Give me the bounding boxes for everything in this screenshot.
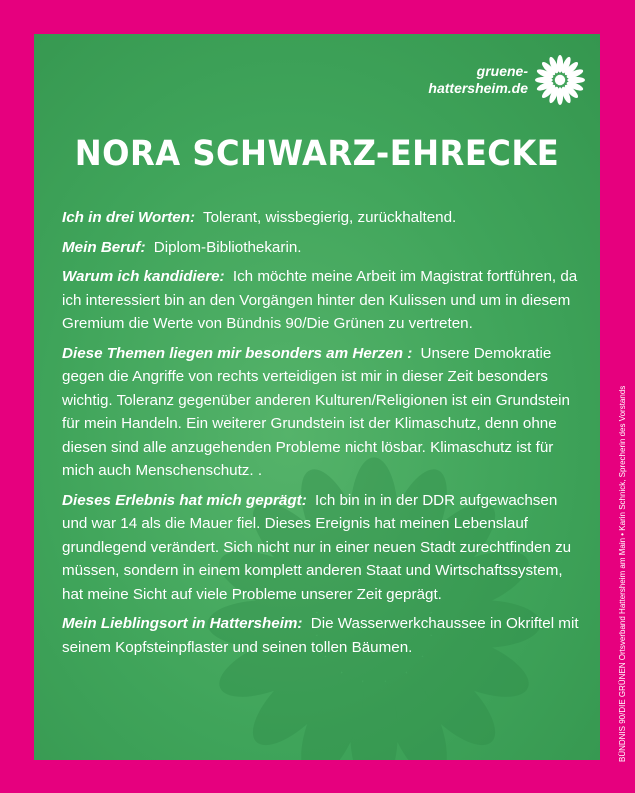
section-label: Dieses Erlebnis hat mich geprägt: [62,491,307,509]
section-experience [62,489,582,607]
logo[interactable] [428,54,586,106]
sunflower-icon [534,54,586,106]
imprint-side-text: BÜNDNIS 90/DIE GRÜNEN Ortsverband Hattersheim am Main • Karin Schnick, Sprecherin des Vorstands [618,385,627,762]
section-favorite-place [62,612,582,659]
logo-text [428,63,528,97]
page-title: NORA SCHWARZ-EHRECKE [74,134,560,174]
section-three-words [62,206,582,230]
section-text: Tolerant, wissbegierig, zurückhaltend. [203,209,457,226]
profile-content [62,206,582,665]
section-why-candidate [62,265,582,336]
section-text: Ich bin in in der DDR aufgewachsen und war 14 als die Mauer fiel. Dieses Ereignis hat meinen Lebenslauf grundlegend verändert. Sich nicht nur in einer neuen Stadt zurechtfinden zu müssen, sondern in einem komplett anderen Staat und Wirtschaftssystem, hat meine Sicht auf viele Probleme unserer Zeit geprägt. [62,491,572,603]
section-topics [62,342,582,483]
section-label: Warum ich kandidiere: [62,268,225,285]
section-text: Ich möchte meine Arbeit im Magistrat fortführen, da ich interessiert bin an den Vorgängen hinter den Kulissen und um in diesem Gremium die Werte von Bündnis 90/Die Grünen zu vertreten. [62,268,578,332]
logo-line-1: gruene- [476,63,528,79]
section-text: Die Wasserwerkchaussee in Okriftel mit seinem Kopfsteinpflaster und seinen tollen Bäumen. [62,615,579,656]
section-label: Ich in drei Worten: [62,209,196,226]
section-label: Diese Themen liegen mir besonders am Herzen : [62,344,413,362]
green-panel [34,34,600,760]
section-text: Unsere Demokratie gegen die Angriffe von rechts verteidigen ist mir in dieser Zeit besonders wichtig. Toleranz gegenüber anderen Kulturen/Religionen ist ein Grundstein für mein Handeln. Ein weiterer Grundstein ist der Klimaschutz, denn ohne diesen sind alle anzugehenden Probleme nicht lösbar. Klimaschutz ist für mich auch Menschenschutz. . [62,344,570,479]
logo-line-2: hattersheim.de [428,80,528,96]
section-profession [62,236,582,260]
section-label: Mein Beruf: [62,238,146,256]
section-label: Mein Lieblingsort in Hattersheim: [62,615,303,632]
section-text: Diplom-Bibliothekarin. [153,238,302,256]
